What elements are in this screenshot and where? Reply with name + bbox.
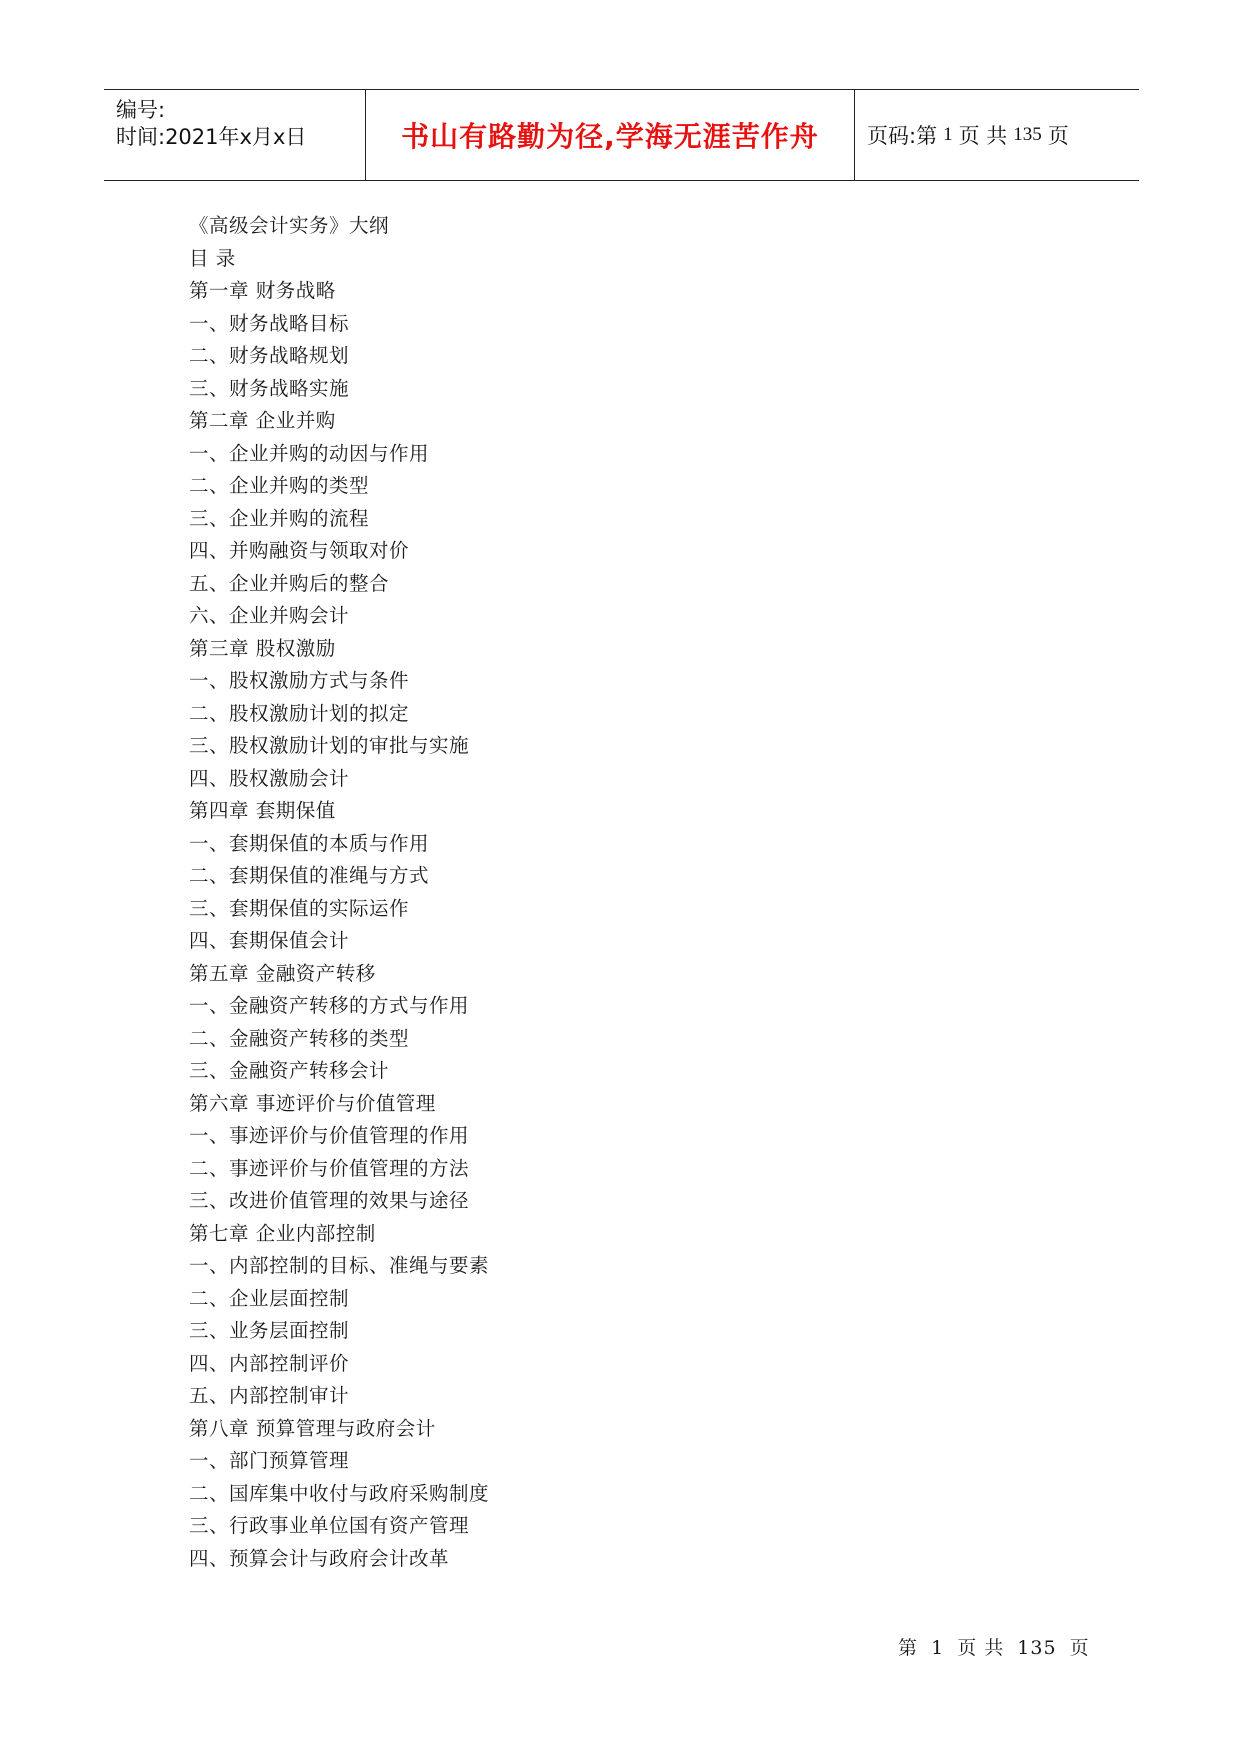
footer-current: 1 (931, 1637, 945, 1659)
toc-line: 三、套期保值的实际运作 (189, 896, 410, 920)
toc-line: 第八章 预算管理与政府会计 (189, 1416, 436, 1440)
toc-line: 四、内部控制评价 (189, 1351, 350, 1375)
toc-line: 三、企业并购的流程 (189, 506, 370, 530)
toc-line: 三、行政事业单位国有资产管理 (189, 1514, 470, 1537)
toc-line: 二、股权激励计划的拟定 (189, 701, 410, 725)
toc-line: 三、财务战略实施 (189, 376, 350, 400)
toc-line: 目 录 (189, 246, 236, 270)
toc-line: 一、套期保值的本质与作用 (189, 831, 430, 855)
page-middle: 页 共 (958, 124, 1008, 148)
page-suffix: 页 (1047, 124, 1069, 148)
table-of-contents (189, 210, 489, 1575)
toc-line: 二、事迹评价与价值管理的方法 (189, 1156, 470, 1180)
header-motto-cell (366, 90, 855, 180)
toc-line: 一、事迹评价与价值管理的作用 (189, 1124, 470, 1147)
time-label: 时间:2021年x月x日 (116, 125, 307, 149)
toc-line: 《高级会计实务》大纲 (189, 214, 390, 237)
footer-total: 135 (1017, 1637, 1057, 1659)
toc-line: 二、企业层面控制 (189, 1286, 350, 1310)
toc-line: 三、业务层面控制 (189, 1319, 350, 1342)
toc-line: 二、财务战略规划 (189, 344, 350, 367)
toc-line: 一、财务战略目标 (189, 311, 350, 335)
toc-line: 第一章 财务战略 (189, 279, 336, 302)
toc-line: 三、改进价值管理的效果与途径 (189, 1189, 470, 1212)
toc-line: 一、部门预算管理 (189, 1449, 350, 1472)
code-label: 编号: (116, 98, 166, 122)
toc-line: 第四章 套期保值 (189, 799, 336, 822)
page-current: 1 (943, 124, 953, 145)
toc-line: 第七章 企业内部控制 (189, 1221, 376, 1245)
toc-line: 四、并购融资与领取对价 (189, 539, 410, 562)
header-page-cell (855, 90, 1139, 180)
toc-line: 二、企业并购的类型 (189, 474, 370, 497)
toc-line: 一、内部控制的目标、准绳与要素 (189, 1254, 490, 1277)
motto-text: 书山有路勤为径,学海无涯苦作舟 (401, 120, 819, 153)
toc-line: 二、套期保值的准绳与方式 (189, 864, 430, 887)
page-prefix: 页码:第 (867, 124, 938, 148)
toc-line: 三、金融资产转移会计 (189, 1059, 390, 1082)
toc-line: 六、企业并购会计 (189, 604, 350, 627)
toc-line: 一、股权激励方式与条件 (189, 669, 410, 692)
footer-suffix: 页 (1069, 1637, 1090, 1659)
toc-line: 第二章 企业并购 (189, 409, 336, 432)
toc-line: 四、套期保值会计 (189, 929, 350, 952)
toc-line: 二、国库集中收付与政府采购制度 (189, 1481, 490, 1505)
toc-line: 第三章 股权激励 (189, 636, 336, 660)
toc-line: 四、股权激励会计 (189, 766, 350, 790)
toc-line: 一、企业并购的动因与作用 (189, 441, 430, 465)
toc-line: 三、股权激励计划的审批与实施 (189, 734, 470, 757)
footer-middle: 页 共 (957, 1637, 1005, 1659)
footer-prefix: 第 (898, 1637, 919, 1659)
toc-line: 第五章 金融资产转移 (189, 961, 376, 985)
document-header (104, 89, 1139, 181)
toc-line: 五、企业并购后的整合 (189, 571, 390, 595)
toc-line: 二、金融资产转移的类型 (189, 1026, 410, 1050)
header-meta-cell (104, 90, 366, 180)
toc-line: 第六章 事迹评价与价值管理 (189, 1091, 436, 1115)
toc-line: 一、金融资产转移的方式与作用 (189, 994, 470, 1017)
toc-line: 五、内部控制审计 (189, 1384, 350, 1407)
page-footer (898, 1633, 1090, 1660)
page-total: 135 (1013, 124, 1042, 145)
toc-line: 四、预算会计与政府会计改革 (189, 1546, 450, 1570)
